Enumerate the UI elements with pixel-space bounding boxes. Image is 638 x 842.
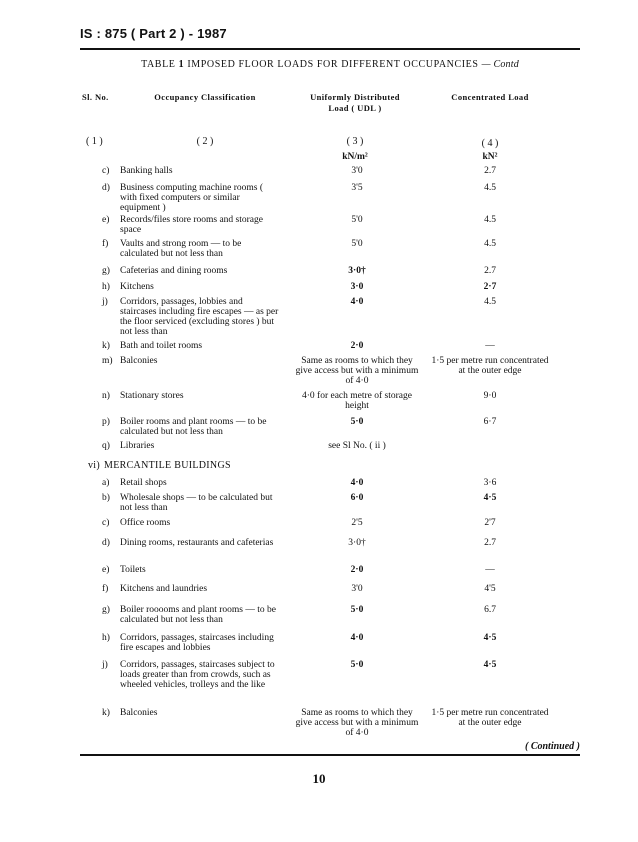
col-number-1: ( 1 ) [86,136,103,147]
item-text: Vaults and strong room — to be calculated but not less than [120,239,242,259]
udl-cell: 5'0 [351,239,363,249]
udl-cell: 3'5 [351,183,363,193]
table-contd: — Contd [481,59,519,70]
udl-cell: 4·0 for each metre of storage height [302,391,412,411]
concentrated-cell: 1·5 per metre run concentrated at the outer edge [431,356,549,376]
section-title-text: MERCANTILE BUILDINGS [104,460,231,471]
item-key: h) [102,282,110,292]
item-key: j) [102,297,108,307]
item-text: Cafeterias and dining rooms [120,266,228,276]
page-number: 10 [312,771,326,786]
udl-cell: 3·0 [350,282,364,292]
udl-cell: Same as rooms to which they give access but with a minimum of 4·0 [295,708,419,738]
udl-cell: 5·0 [350,417,364,427]
item-text: Bath and toilet rooms [120,341,203,351]
udl-cell: see Sl No. ( ii ) [328,441,386,451]
item-text: Corridors, passages, lobbies and staircases including fire escapes — as per the floor serviced (excluding stores ) but not less than [120,297,279,337]
item-key: d) [102,183,110,193]
udl-cell: 3·0† [348,266,366,276]
item-text: Balconies [120,708,158,718]
udl-cell: 6·0 [350,493,364,503]
item-key: k) [102,341,110,351]
concentrated-cell: 6·7 [483,417,497,427]
table-label: TABLE [141,59,176,70]
header-sl-no: Sl. No. [82,92,109,102]
concentrated-cell: 4.5 [484,215,496,225]
item-key: e) [102,215,110,225]
item-key: f) [102,584,109,594]
concentrated-cell: 4.5 [484,297,496,307]
concentrated-cell: 4.5 [484,239,496,249]
udl-cell: 5·0 [350,605,364,615]
item-key: d) [102,538,110,548]
col-number-4: ( 4 ) [481,138,499,149]
item-key: b) [102,493,110,503]
item-key: e) [102,565,110,575]
item-key: j) [102,660,108,670]
item-text: Kitchens [120,282,154,292]
concentrated-cell: 4·5 [483,493,497,503]
occupancy-cell [88,461,288,471]
item-text: Corridors, passages, staircases subject to loads greater than from crowds, such as wheeled vehicles, trolleys and the like [120,660,275,690]
udl-cell: Same as rooms to which they give access but with a minimum of 4·0 [295,356,419,386]
item-key: g) [102,266,110,276]
bottom-rule [80,754,580,756]
concentrated-cell: 4·5 [483,660,497,670]
continued-note: ( Continued ) [524,741,580,752]
concentrated-cell: 9·0 [483,391,497,401]
item-text: Boiler rooooms and plant rooms — to be calculated but not less than [120,605,276,625]
concentrated-cell: 2.7 [484,266,496,276]
item-key: m) [102,356,113,366]
item-key: g) [102,605,110,615]
udl-cell: 3'0 [351,166,363,176]
item-text: Boiler rooms and plant rooms — to be calculated but not less than [120,417,267,437]
concentrated-cell: 2.7 [484,538,496,548]
item-text: Wholesale shops — to be calculated but not less than [120,493,273,513]
concentrated-cell: — [485,341,495,351]
concentrated-cell: 2'7 [484,518,496,528]
unit-concentrated: kN² [482,152,498,162]
unit-udl: kN/m² [342,152,368,162]
udl-cell: 4·0 [350,633,364,643]
item-key: k) [102,708,110,718]
item-key: a) [102,478,110,488]
header-occupancy: Occupancy Classification [154,92,256,102]
standard-reference: IS : 875 ( Part 2 ) - 1987 [80,26,227,41]
item-key: n) [102,391,110,401]
udl-cell: 4·0 [350,478,364,488]
item-text: Stationary stores [120,391,184,401]
concentrated-cell: 4·5 [483,633,497,643]
concentrated-cell: 4'5 [484,584,496,594]
section-title: vi) [88,460,101,471]
item-text: Dining rooms, restaurants and cafeterias [120,538,274,548]
item-text: Libraries [120,441,155,451]
item-text: Banking halls [120,166,173,176]
item-text: Retail shops [120,478,167,488]
col-number-3: ( 3 ) [346,136,364,147]
udl-cell: 5'0 [351,215,363,225]
udl-cell: 2·0 [350,565,364,575]
table-number: 1 [178,59,185,70]
concentrated-cell: 3·6 [483,478,497,488]
item-key: q) [102,441,110,451]
udl-cell: 5·0 [350,660,364,670]
concentrated-cell: — [485,565,495,575]
item-text: Kitchens and laundries [120,584,208,594]
udl-cell: 3·0† [348,538,366,548]
udl-cell: 3'0 [351,584,363,594]
concentrated-cell: 6.7 [484,605,496,615]
item-text: Corridors, passages, staircases including fire escapes and lobbies [120,633,274,653]
item-key: f) [102,239,109,249]
header-udl: Uniformly Distributed Load ( UDL ) [310,92,400,113]
item-text: Office rooms [120,518,171,528]
item-key: p) [102,417,110,427]
item-key: h) [102,633,110,643]
udl-cell: 4·0 [350,297,364,307]
udl-cell: 2·0 [350,341,364,351]
udl-cell: 2'5 [351,518,363,528]
item-text: Business computing machine rooms ( with fixed computers or similar equipment ) [120,183,264,213]
concentrated-cell: 2·7 [483,282,497,292]
item-text: Toilets [120,565,146,575]
item-key: c) [102,518,110,528]
concentrated-cell: 1·5 per metre run concentrated at the outer edge [431,708,549,728]
col-number-2: ( 2 ) [196,136,214,147]
item-text: Balconies [120,356,158,366]
item-text: Records/files store rooms and storage space [120,215,263,235]
header-concentrated: Concentrated Load [451,92,529,102]
item-key: c) [102,166,110,176]
concentrated-cell: 4.5 [484,183,496,193]
table-title: IMPOSED FLOOR LOADS FOR DIFFERENT OCCUPANCIES [187,59,479,70]
concentrated-cell: 2.7 [484,166,496,176]
